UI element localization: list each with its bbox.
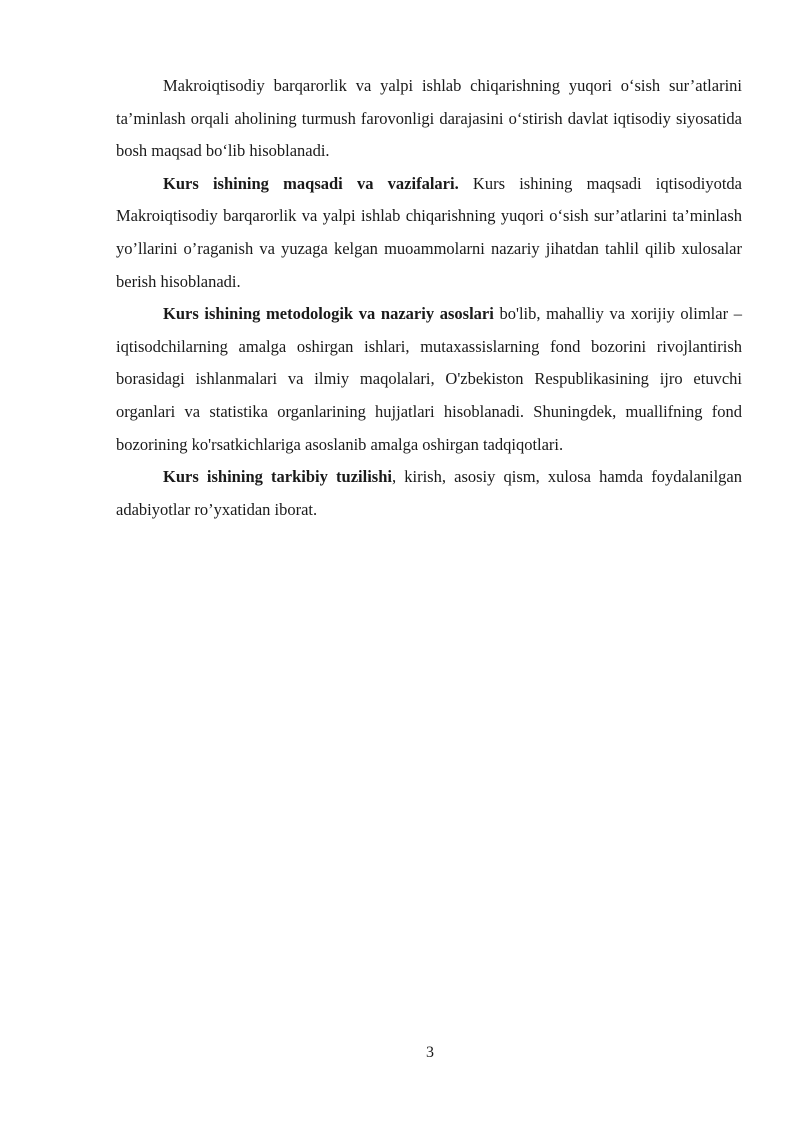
paragraph-goals — [116, 168, 742, 298]
paragraph-text: bo'lib, mahalliy va xorijiy olimlar – iqtisodchilarning amalga oshirgan ishlari, mutaxassislarning fond bozorini rivojlantirish borasidagi ishlanmalari va ilmiy maqolalari, O'zbekiston Respublikasining ijro etuvchi organlari va statistika organlarining hujjatlari hisoblanadi. Shuningdek, muallifning fond bozorining ko'rsatkichlariga asoslanib amalga oshirgan tadqiqotlari. — [116, 304, 742, 454]
paragraph-text: Makroiqtisodiy barqarorlik va yalpi ishlab chiqarishning yuqori o‘sish sur’atlarini ta’minlash orqali aholining turmush farovonligi darajasini o‘stirish davlat iqtisodiy siyosatida bosh maqsad bo‘lib hisoblanadi. — [116, 76, 742, 161]
paragraph-text: , kirish, asosiy qism, xulosa hamda foydalanilgan adabiyotlar ro’yxatidan iborat. — [116, 467, 743, 519]
paragraph-text: Kurs ishining maqsadi iqtisodiyotda Makroiqtisodiy barqarorlik va yalpi ishlab chiqarishning yuqori o‘sish sur’atlarini ta’minlash yo’llarini o’raganish va yuzaga kelgan muoammolarni nazariy jihatdan tahlil qilib xulosalar berish hisoblanadi. — [116, 173, 742, 291]
paragraph-methodology — [116, 298, 742, 461]
document-body — [116, 70, 742, 526]
paragraph-lead: Kurs ishining tarkibiy tuzilishi — [163, 467, 392, 487]
paragraph-structure — [116, 461, 742, 526]
paragraph-intro — [116, 70, 742, 168]
paragraph-lead: Kurs ishining maqsadi va vazifalari. — [163, 173, 459, 193]
paragraph-lead: Kurs ishining metodologik va nazariy asoslari — [163, 304, 494, 324]
page-number: 3 — [426, 1044, 434, 1061]
